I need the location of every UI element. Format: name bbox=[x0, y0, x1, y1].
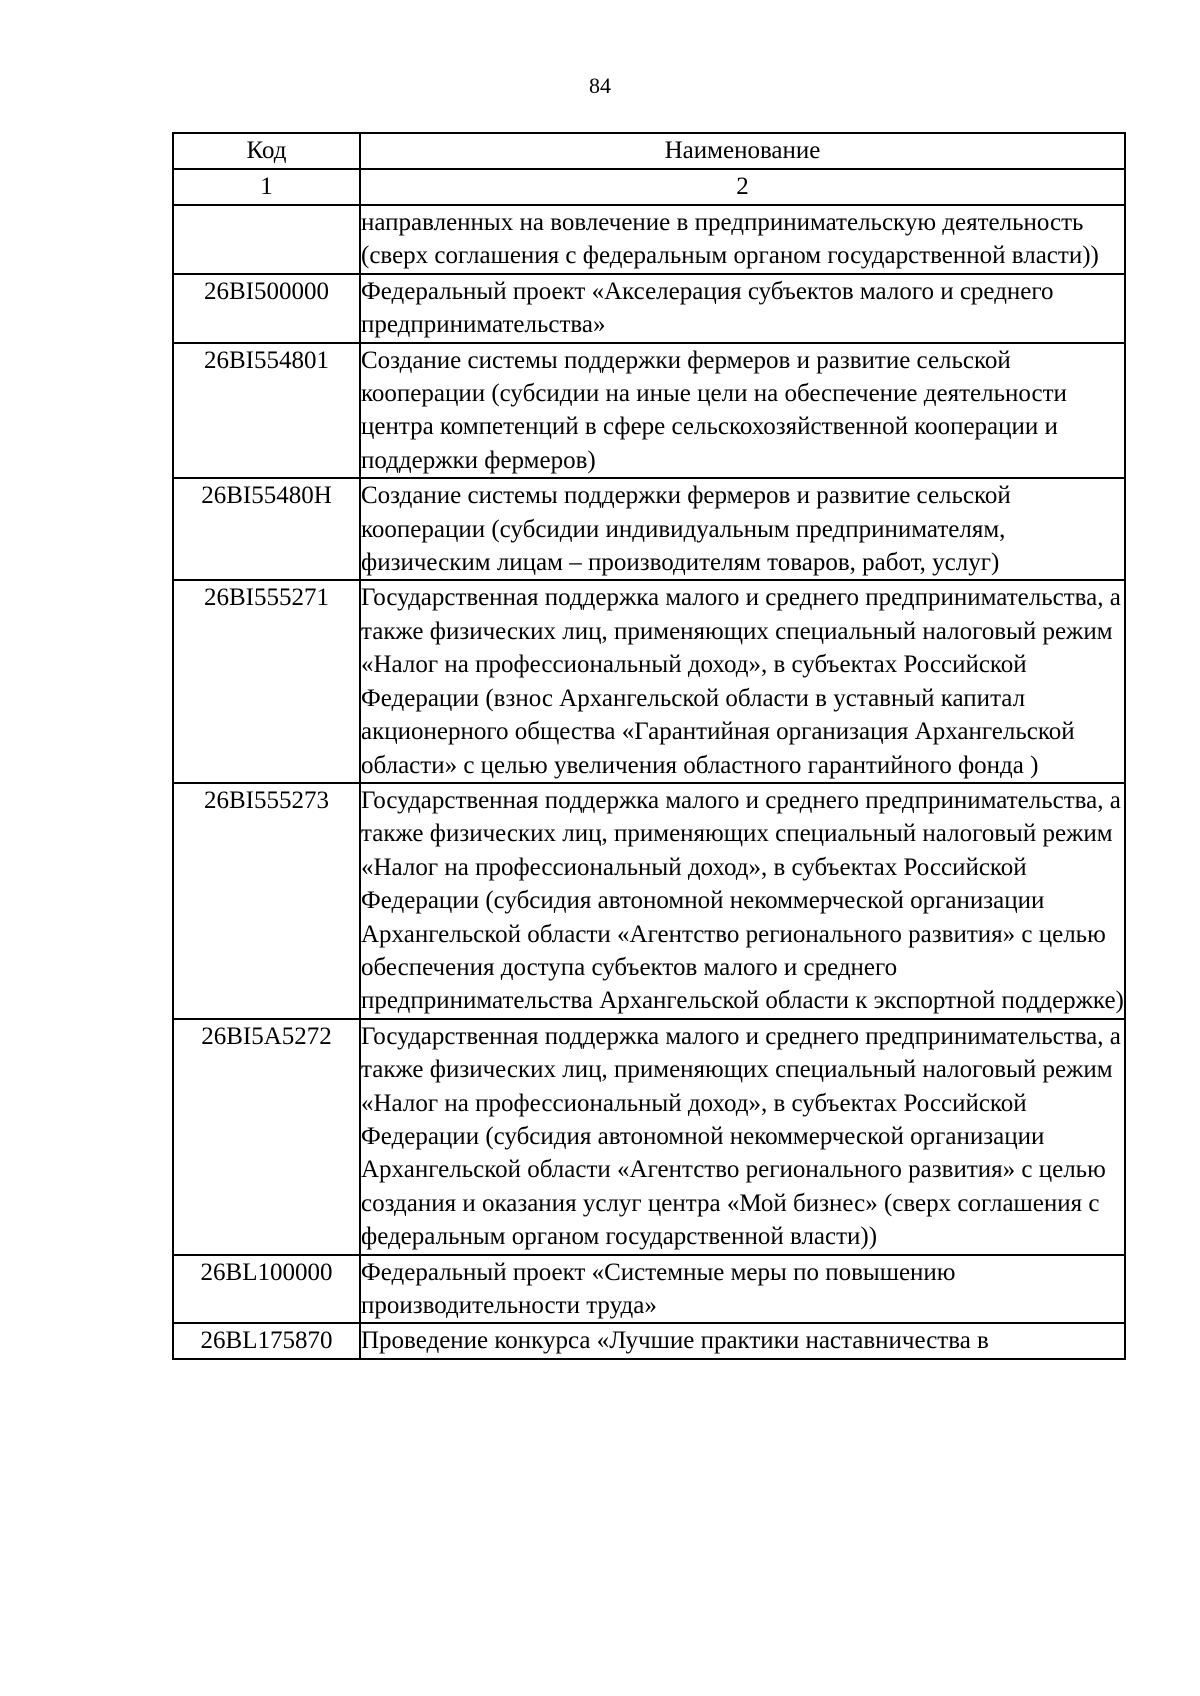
table-row bbox=[173, 274, 1125, 343]
page-number: 84 bbox=[589, 73, 611, 98]
header-name: Наименование bbox=[360, 133, 1125, 169]
table-row bbox=[173, 1323, 1125, 1358]
budget-code-table bbox=[172, 132, 1126, 1360]
row-code: 26BI55480Н bbox=[173, 478, 360, 580]
row-name: Государственная поддержка малого и среднего предпринимательства, а также физических лиц, применяющих специальный налоговый режим «Налог на профессиональный доход», в субъектах Российской Федерации (взнос Архангельской области в уставный капитал акционерного общества «Гарантийная организация Архангельской области» с целью увеличения областного гарантийного фонда ) bbox=[360, 580, 1125, 782]
row-code: 26BL100000 bbox=[173, 1255, 360, 1324]
table-row bbox=[173, 478, 1125, 580]
row-name: Создание системы поддержки фермеров и развитие сельской кооперации (субсидии на иные цели на обеспечение деятельности центра компетенций в сфере сельскохозяйственной кооперации и поддержки фермеров) bbox=[360, 343, 1125, 479]
row-code bbox=[173, 205, 360, 274]
row-code: 26BI5A5272 bbox=[173, 1019, 360, 1255]
row-code: 26BI500000 bbox=[173, 274, 360, 343]
row-code: 26BI555273 bbox=[173, 783, 360, 1019]
table-row bbox=[173, 580, 1125, 782]
row-name: Государственная поддержка малого и среднего предпринимательства, а также физических лиц, применяющих специальный налоговый режим «Налог на профессиональный доход», в субъектах Российской Федерации (субсидия автономной некоммерческой организации Архангельской области «Агентство регионального развития» с целью создания и оказания услуг центра «Мой бизнес» (сверх соглашения с федеральным органом государственной власти)) bbox=[360, 1019, 1125, 1255]
row-name: направленных на вовлечение в предпринимательскую деятельность (сверх соглашения с федеральным органом государственной власти)) bbox=[360, 205, 1125, 274]
table-header-row bbox=[173, 133, 1125, 169]
row-code: 26BL175870 bbox=[173, 1323, 360, 1358]
column-number-name: 2 bbox=[360, 169, 1125, 205]
column-number-code: 1 bbox=[173, 169, 360, 205]
row-code: 26BI554801 bbox=[173, 343, 360, 479]
row-name: Федеральный проект «Системные меры по повышению производительности труда» bbox=[360, 1255, 1125, 1324]
table-row bbox=[173, 343, 1125, 479]
table-row bbox=[173, 205, 1125, 274]
row-name: Создание системы поддержки фермеров и развитие сельской кооперации (субсидии индивидуальным предпринимателям, физическим лицам – производителям товаров, работ, услуг) bbox=[360, 478, 1125, 580]
table-row bbox=[173, 1255, 1125, 1324]
row-code: 26BI555271 bbox=[173, 580, 360, 782]
row-name: Проведение конкурса «Лучшие практики наставничества в bbox=[360, 1323, 1125, 1358]
row-name: Федеральный проект «Акселерация субъектов малого и среднего предпринимательства» bbox=[360, 274, 1125, 343]
column-number-row bbox=[173, 169, 1125, 205]
row-name: Государственная поддержка малого и среднего предпринимательства, а также физических лиц, применяющих специальный налоговый режим «Налог на профессиональный доход», в субъектах Российской Федерации (субсидия автономной некоммерческой организации Архангельской области «Агентство регионального развития» с целью обеспечения доступа субъектов малого и среднего предпринимательства Архангельской области к экспортной поддержке) bbox=[360, 783, 1125, 1019]
table-row bbox=[173, 1019, 1125, 1255]
table-row bbox=[173, 783, 1125, 1019]
header-code: Код bbox=[173, 133, 360, 169]
